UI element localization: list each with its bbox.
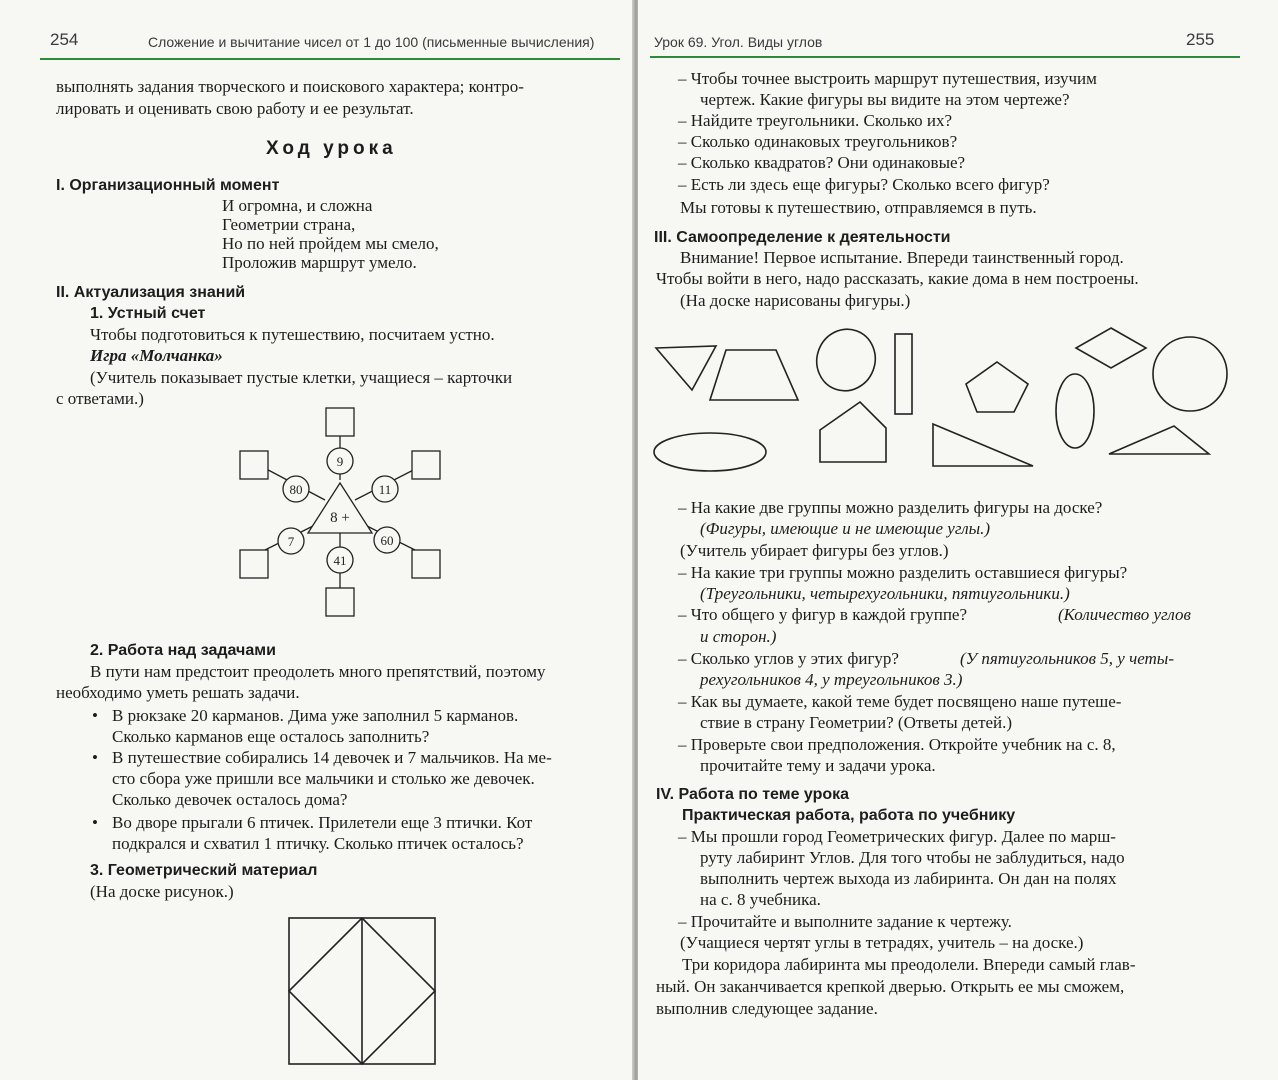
section-3-text-2: Чтобы войти в него, надо рассказать, какие дома в нем построены. xyxy=(656,269,1139,288)
task-3-bullet: • xyxy=(92,813,98,832)
intro-question-4: – Сколько квадратов? Они одинаковые? xyxy=(678,153,966,172)
subsection-2-title: 2. Работа над задачами xyxy=(90,642,276,659)
practice-note: (Учащиеся чертят углы в тетрадях, учитель – на доске.) xyxy=(680,933,1084,952)
subsection-3-note: (На доске рисунок.) xyxy=(90,882,234,901)
task-1-bullet: • xyxy=(92,706,98,725)
section-3-text-3: (На доске нарисованы фигуры.) xyxy=(680,291,911,310)
question-3: – Что общего у фигур в каждой группе? xyxy=(678,605,968,624)
closing-line-3: выполнив следующее задание. xyxy=(656,999,878,1018)
square-top-left xyxy=(240,451,268,479)
left-page xyxy=(0,0,634,1080)
question-5a: – Как вы думаете, какой теме будет посвящено наше путеше- xyxy=(678,692,1122,711)
subsection-2-intro-1: В пути нам предстоит преодолеть много препятствий, поэтому xyxy=(90,662,546,681)
closing-line-2: ный. Он заканчивается крепкой дверью. Открыть ее мы сможем, xyxy=(656,977,1125,996)
question-4: – Сколько углов у этих фигур? xyxy=(678,649,899,668)
shapes-board xyxy=(652,320,1232,480)
poem-line-1: И огромна, и сложна xyxy=(222,196,373,215)
intro-question-1b: чертеж. Какие фигуры вы видите на этом чертеже? xyxy=(700,90,1070,109)
center-label: 8 + xyxy=(330,510,350,526)
square-bottom-left xyxy=(240,550,268,578)
task-1-line-1: В рюкзаке 20 карманов. Дима уже заполнил 5 карманов. xyxy=(112,706,519,725)
task-2-bullet: • xyxy=(92,748,98,767)
number-top-left: 80 xyxy=(289,482,303,497)
section-4-subtitle: Практическая работа, работа по учебнику xyxy=(682,807,1016,824)
game-note-2: с ответами.) xyxy=(56,389,144,408)
practice-line-1: – Мы прошли город Геометрических фигур. Далее по марш- xyxy=(678,827,1116,846)
question-5b: ствие в страну Геометрии? (Ответы детей.) xyxy=(700,713,1013,732)
ready-line: Мы готовы к путешествию, отправляемся в путь. xyxy=(680,198,1037,217)
shape-circle xyxy=(1153,337,1227,411)
question-6b: прочитайте тему и задачи урока. xyxy=(700,756,936,775)
shape-pentagon xyxy=(966,362,1028,412)
task-2-line-2: сто сбора уже пришли все мальчики и столько же девочек. xyxy=(112,769,535,788)
answer-2: (Треугольники, четырехугольники, пятиугольники.) xyxy=(700,584,1070,603)
shape-rhombus xyxy=(1076,328,1146,368)
question-1-note: (Учитель убирает фигуры без углов.) xyxy=(680,541,949,560)
subsection-3-title: 3. Геометрический материал xyxy=(90,862,318,879)
practice-line-3: выполнить чертеж выхода из лабиринта. Он дан на полях xyxy=(700,869,1117,888)
left-page-number: 254 xyxy=(50,30,79,49)
right-header-rule xyxy=(650,56,1240,58)
square-bottom xyxy=(326,588,354,616)
number-bottom: 41 xyxy=(333,553,347,568)
question-1: – На какие две группы можно разделить фигуры на доске? xyxy=(678,498,1103,517)
number-top: 9 xyxy=(336,454,344,469)
shape-triangle-1 xyxy=(656,346,716,390)
section-4-title: IV. Работа по теме урока xyxy=(656,786,850,803)
practice-instruction: – Прочитайте и выполните задание к чертежу. xyxy=(678,912,1012,931)
intro-question-3: – Сколько одинаковых треугольников? xyxy=(678,132,958,151)
task-1-line-2: Сколько карманов еще осталось заполнить? xyxy=(112,727,430,746)
star-diagram xyxy=(230,405,450,625)
shape-right-triangle xyxy=(933,424,1033,466)
game-title: Игра «Молчанка» xyxy=(90,346,223,365)
answer-4b: рехугольников 4, у треугольников 3.) xyxy=(700,670,963,689)
practice-line-4: на с. 8 учебника. xyxy=(700,890,821,909)
right-running-head: Урок 69. Угол. Виды углов xyxy=(654,34,823,50)
left-running-head: Сложение и вычитание чисел от 1 до 100 (письменные вычисления) xyxy=(148,34,595,50)
answer-3a: (Количество углов xyxy=(1058,605,1191,624)
right-page xyxy=(638,0,1278,1080)
poem-line-2: Геометрии страна, xyxy=(222,215,356,234)
square-top xyxy=(326,408,354,436)
closing-line-1: Три коридора лабиринта мы преодолели. Впереди самый глав- xyxy=(682,955,1136,974)
square-bottom-right xyxy=(412,550,440,578)
poem-line-3: Но по ней пройдем мы смело, xyxy=(222,234,439,253)
practice-line-2: руту лабиринт Углов. Для того чтобы не заблудиться, надо xyxy=(700,848,1125,867)
square-top-right xyxy=(412,451,440,479)
question-6a: – Проверьте свои предположения. Откройте учебник на с. 8, xyxy=(678,735,1116,754)
section-1-title: I. Организационный момент xyxy=(56,177,280,194)
intro-question-5: – Есть ли здесь еще фигуры? Сколько всего фигур? xyxy=(678,175,1050,194)
game-note-1: (Учитель показывает пустые клетки, учащиеся – карточки xyxy=(90,368,513,387)
task-2-line-1: В путешествие собирались 14 девочек и 7 мальчиков. На ме- xyxy=(112,748,552,767)
intro-question-1a: – Чтобы точнее выстроить маршрут путешествия, изучим xyxy=(678,69,1097,88)
shape-house-pentagon xyxy=(820,402,886,462)
answer-4a: (У пятиугольников 5, у четы- xyxy=(960,649,1174,668)
subsection-1-text: Чтобы подготовиться к путешествию, посчитаем устно. xyxy=(90,325,495,344)
task-2-line-3: Сколько девочек осталось дома? xyxy=(112,790,348,809)
left-header-rule xyxy=(40,58,620,60)
number-bottom-left: 7 xyxy=(287,534,295,549)
geometry-figure xyxy=(288,917,438,1067)
lesson-title: Ход урока xyxy=(266,138,397,159)
question-2: – На какие три группы можно разделить оставшиеся фигуры? xyxy=(678,563,1128,582)
section-3-text-1: Внимание! Первое испытание. Впереди таинственный город. xyxy=(680,248,1124,267)
intro-line-1: выполнять задания творческого и поискового характера; контро- xyxy=(56,77,524,96)
subsection-2-intro-2: необходимо уметь решать задачи. xyxy=(56,683,300,702)
number-bottom-right: 60 xyxy=(380,533,394,548)
answer-3b: и сторон.) xyxy=(700,627,777,646)
number-top-right: 11 xyxy=(378,482,392,497)
shape-trapezoid xyxy=(710,350,798,400)
task-3-line-1: Во дворе прыгали 6 птичек. Прилетели еще 3 птички. Кот xyxy=(112,813,533,832)
section-2-title: II. Актуализация знаний xyxy=(56,284,246,301)
shape-obtuse-triangle xyxy=(1109,426,1209,454)
shape-oval-tilted xyxy=(808,321,884,399)
answer-1: (Фигуры, имеющие и не имеющие углы.) xyxy=(700,519,991,538)
right-page-number: 255 xyxy=(1186,30,1215,49)
shape-oval-horizontal xyxy=(654,433,766,471)
intro-question-2: – Найдите треугольники. Сколько их? xyxy=(678,111,953,130)
intro-line-2: лировать и оценивать свою работу и ее результат. xyxy=(56,99,414,118)
subsection-1-title: 1. Устный счет xyxy=(90,305,206,322)
shape-rectangle-narrow xyxy=(895,334,912,414)
task-3-line-2: подкрался и схватил 1 птичку. Сколько птичек осталось? xyxy=(112,834,524,853)
poem-line-4: Проложив маршрут умело. xyxy=(222,253,417,272)
shape-oval-vertical xyxy=(1056,374,1094,448)
section-3-title: III. Самоопределение к деятельности xyxy=(654,229,951,246)
